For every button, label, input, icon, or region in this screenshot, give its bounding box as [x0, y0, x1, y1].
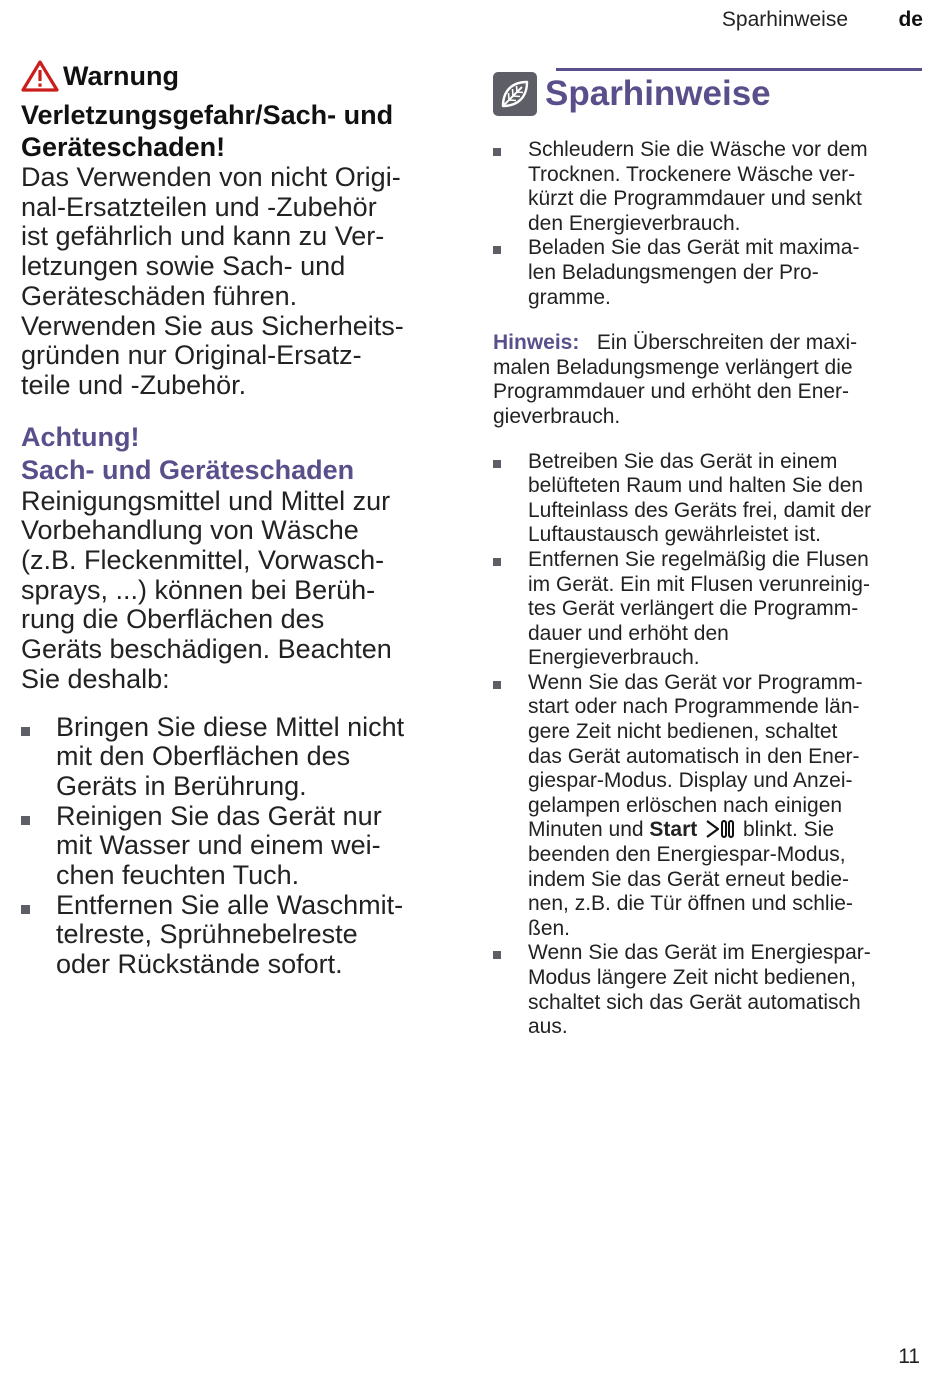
- bullet-square-icon: [493, 460, 501, 468]
- warning-heading: [21, 60, 461, 163]
- warning-line: gründen nur Original-Ersatz-: [21, 340, 362, 371]
- warning-label: Warnung: [63, 61, 179, 91]
- list-item-line: gramme.: [528, 285, 611, 309]
- list-item-line: telreste, Sprühnebelreste: [56, 919, 358, 950]
- section-rule: [556, 68, 922, 71]
- caution-line: rung die Oberflächen des: [21, 604, 325, 635]
- list-item-line: mit Wasser und einem wei-: [56, 830, 381, 861]
- page-number: 11: [898, 1345, 920, 1368]
- list-item-line: chen feuchten Tuch.: [56, 860, 300, 891]
- start-line-prefix: Minuten und: [528, 818, 650, 842]
- list-item: [493, 941, 923, 1039]
- list-item-line: Entfernen Sie alle Waschmit-: [56, 889, 404, 920]
- leaf-icon: [493, 72, 537, 116]
- list-item-line: schaltet sich das Gerät automatisch: [528, 990, 861, 1014]
- warning-line: Geräteschäden führen.: [21, 280, 298, 311]
- list-item-line: nen, z.B. die Tür öffnen und schlie-: [528, 892, 853, 916]
- warning-title: Verletzungsgefahr/Sach- und Geräteschaden!: [21, 100, 394, 162]
- note-line: gieverbrauch.: [493, 404, 621, 428]
- warning-line: teile und -Zubehör.: [21, 369, 247, 400]
- note-line: Programmdauer und erhöht den Ener-: [493, 380, 850, 404]
- list-item-line: aus.: [528, 1015, 568, 1039]
- list-item-line: Beladen Sie das Gerät mit maxima-: [528, 236, 860, 260]
- caution-line: Vorbehandlung von Wäsche: [21, 515, 359, 546]
- caution-text: [21, 487, 461, 695]
- tips-list: [493, 138, 923, 310]
- list-item-line: Bringen Sie diese Mittel nicht: [56, 711, 405, 742]
- warning-line: ist gefährlich und kann zu Ver-: [21, 221, 385, 252]
- list-item-line: Entfernen Sie regelmäßig die Flusen: [528, 547, 869, 571]
- list-item-line: das Gerät automatisch in den Ener-: [528, 744, 860, 768]
- list-item-line: ßen.: [528, 916, 571, 940]
- list-item: [493, 671, 923, 942]
- list-item-line: gere Zeit nicht bedienen, schaltet: [528, 720, 838, 744]
- section-heading: [493, 68, 923, 116]
- caution-line: Sie deshalb:: [21, 663, 170, 694]
- note-label: Hinweis:: [493, 331, 580, 355]
- list-item-line: Luftaustausch gewährleistet ist.: [528, 523, 821, 547]
- list-item-line: Betreiben Sie das Gerät in einem: [528, 449, 838, 473]
- bullet-square-icon: [493, 148, 501, 156]
- list-item-line: start oder nach Programmende län-: [528, 695, 860, 719]
- list-item: [493, 138, 923, 236]
- list-item: [21, 713, 461, 802]
- section-title: Sparhinweise: [545, 74, 771, 113]
- bullet-square-icon: [21, 816, 30, 825]
- warning-text: [21, 163, 461, 401]
- list-item-line: Geräts in Berührung.: [56, 770, 307, 801]
- note-line: malen Beladungsmenge verlängert die: [493, 355, 853, 379]
- list-item-line: gelampen erlöschen nach einigen: [528, 793, 843, 817]
- list-item-line: [528, 818, 923, 843]
- list-item-line: Energieverbrauch.: [528, 646, 700, 670]
- header-section-title: Sparhinweise: [721, 8, 848, 31]
- bullet-square-icon: [21, 727, 30, 736]
- warning-line: letzungen sowie Sach- und: [21, 251, 346, 282]
- list-item-line: len Beladungsmengen der Pro-: [528, 260, 819, 284]
- note-first-line: [493, 331, 923, 356]
- warning-line: Verwenden Sie aus Sicherheits-: [21, 310, 404, 341]
- tips-list: [493, 450, 923, 1040]
- warning-triangle-icon: [21, 60, 59, 92]
- list-item-line: im Gerät. Ein mit Flusen verunreinig-: [528, 572, 870, 596]
- list-item-line: kürzt die Programmdauer und senkt: [528, 187, 862, 211]
- list-item-line: den Energieverbrauch.: [528, 211, 741, 235]
- caution-label: Achtung!: [21, 421, 140, 452]
- list-item: [21, 891, 461, 980]
- note-block: [493, 331, 923, 429]
- note-line: Ein Überschreiten der maxi-: [596, 331, 858, 355]
- list-item-line: oder Rückstände sofort.: [56, 949, 343, 980]
- list-item-line: Reinigen Sie das Gerät nur: [56, 800, 382, 831]
- bullet-square-icon: [21, 905, 30, 914]
- bullet-square-icon: [493, 951, 501, 959]
- list-item-line: dauer und erhöht den: [528, 621, 729, 645]
- list-item-line: giespar-Modus. Display und Anzei-: [528, 769, 853, 793]
- left-column: [21, 60, 461, 980]
- warning-line: nal-Ersatzteilen und -Zubehör: [21, 191, 377, 222]
- list-item: [493, 450, 923, 548]
- list-item: [21, 802, 461, 891]
- list-item-line: Trocknen. Trockenere Wäsche ver-: [528, 162, 856, 186]
- caution-line: Geräts beschädigen. Beachten: [21, 634, 392, 665]
- list-item: [493, 236, 923, 310]
- list-item: [493, 548, 923, 671]
- caution-line: (z.B. Fleckenmittel, Vorwasch-: [21, 545, 385, 576]
- list-item-line: Schleudern Sie die Wäsche vor dem: [528, 138, 868, 161]
- caution-title: Sach- und Geräteschaden: [21, 454, 355, 485]
- caution-line: Reinigungsmittel und Mittel zur: [21, 485, 391, 516]
- list-item-line: beenden den Energiespar-Modus,: [528, 843, 846, 867]
- right-column: [493, 68, 923, 1040]
- bullet-square-icon: [493, 246, 501, 254]
- list-item-line: Wenn Sie das Gerät vor Programm-: [528, 670, 863, 694]
- list-item-line: Wenn Sie das Gerät im Energiespar-: [528, 941, 871, 965]
- list-item-line: mit den Oberflächen des: [56, 741, 351, 772]
- caution-bullet-list: [21, 713, 461, 980]
- caution-line: sprays, ...) können bei Berüh-: [21, 574, 376, 605]
- start-line-suffix: blinkt. Sie: [737, 818, 835, 842]
- start-label: Start: [649, 818, 698, 842]
- list-item-line: belüfteten Raum und halten Sie den: [528, 474, 864, 498]
- list-item-line: Lufteinlass des Geräts frei, damit der: [528, 498, 872, 522]
- header-language: de: [898, 8, 923, 31]
- list-item-line: tes Gerät verlängert die Programm-: [528, 597, 859, 621]
- caution-heading: [21, 421, 461, 487]
- warning-line: Das Verwenden von nicht Origi-: [21, 162, 401, 192]
- bullet-square-icon: [493, 558, 501, 566]
- bullet-square-icon: [493, 681, 501, 689]
- list-item-line: Modus längere Zeit nicht bedienen,: [528, 966, 857, 989]
- start-pause-icon: [705, 819, 735, 839]
- list-item-line: indem Sie das Gerät erneut bedie-: [528, 867, 850, 891]
